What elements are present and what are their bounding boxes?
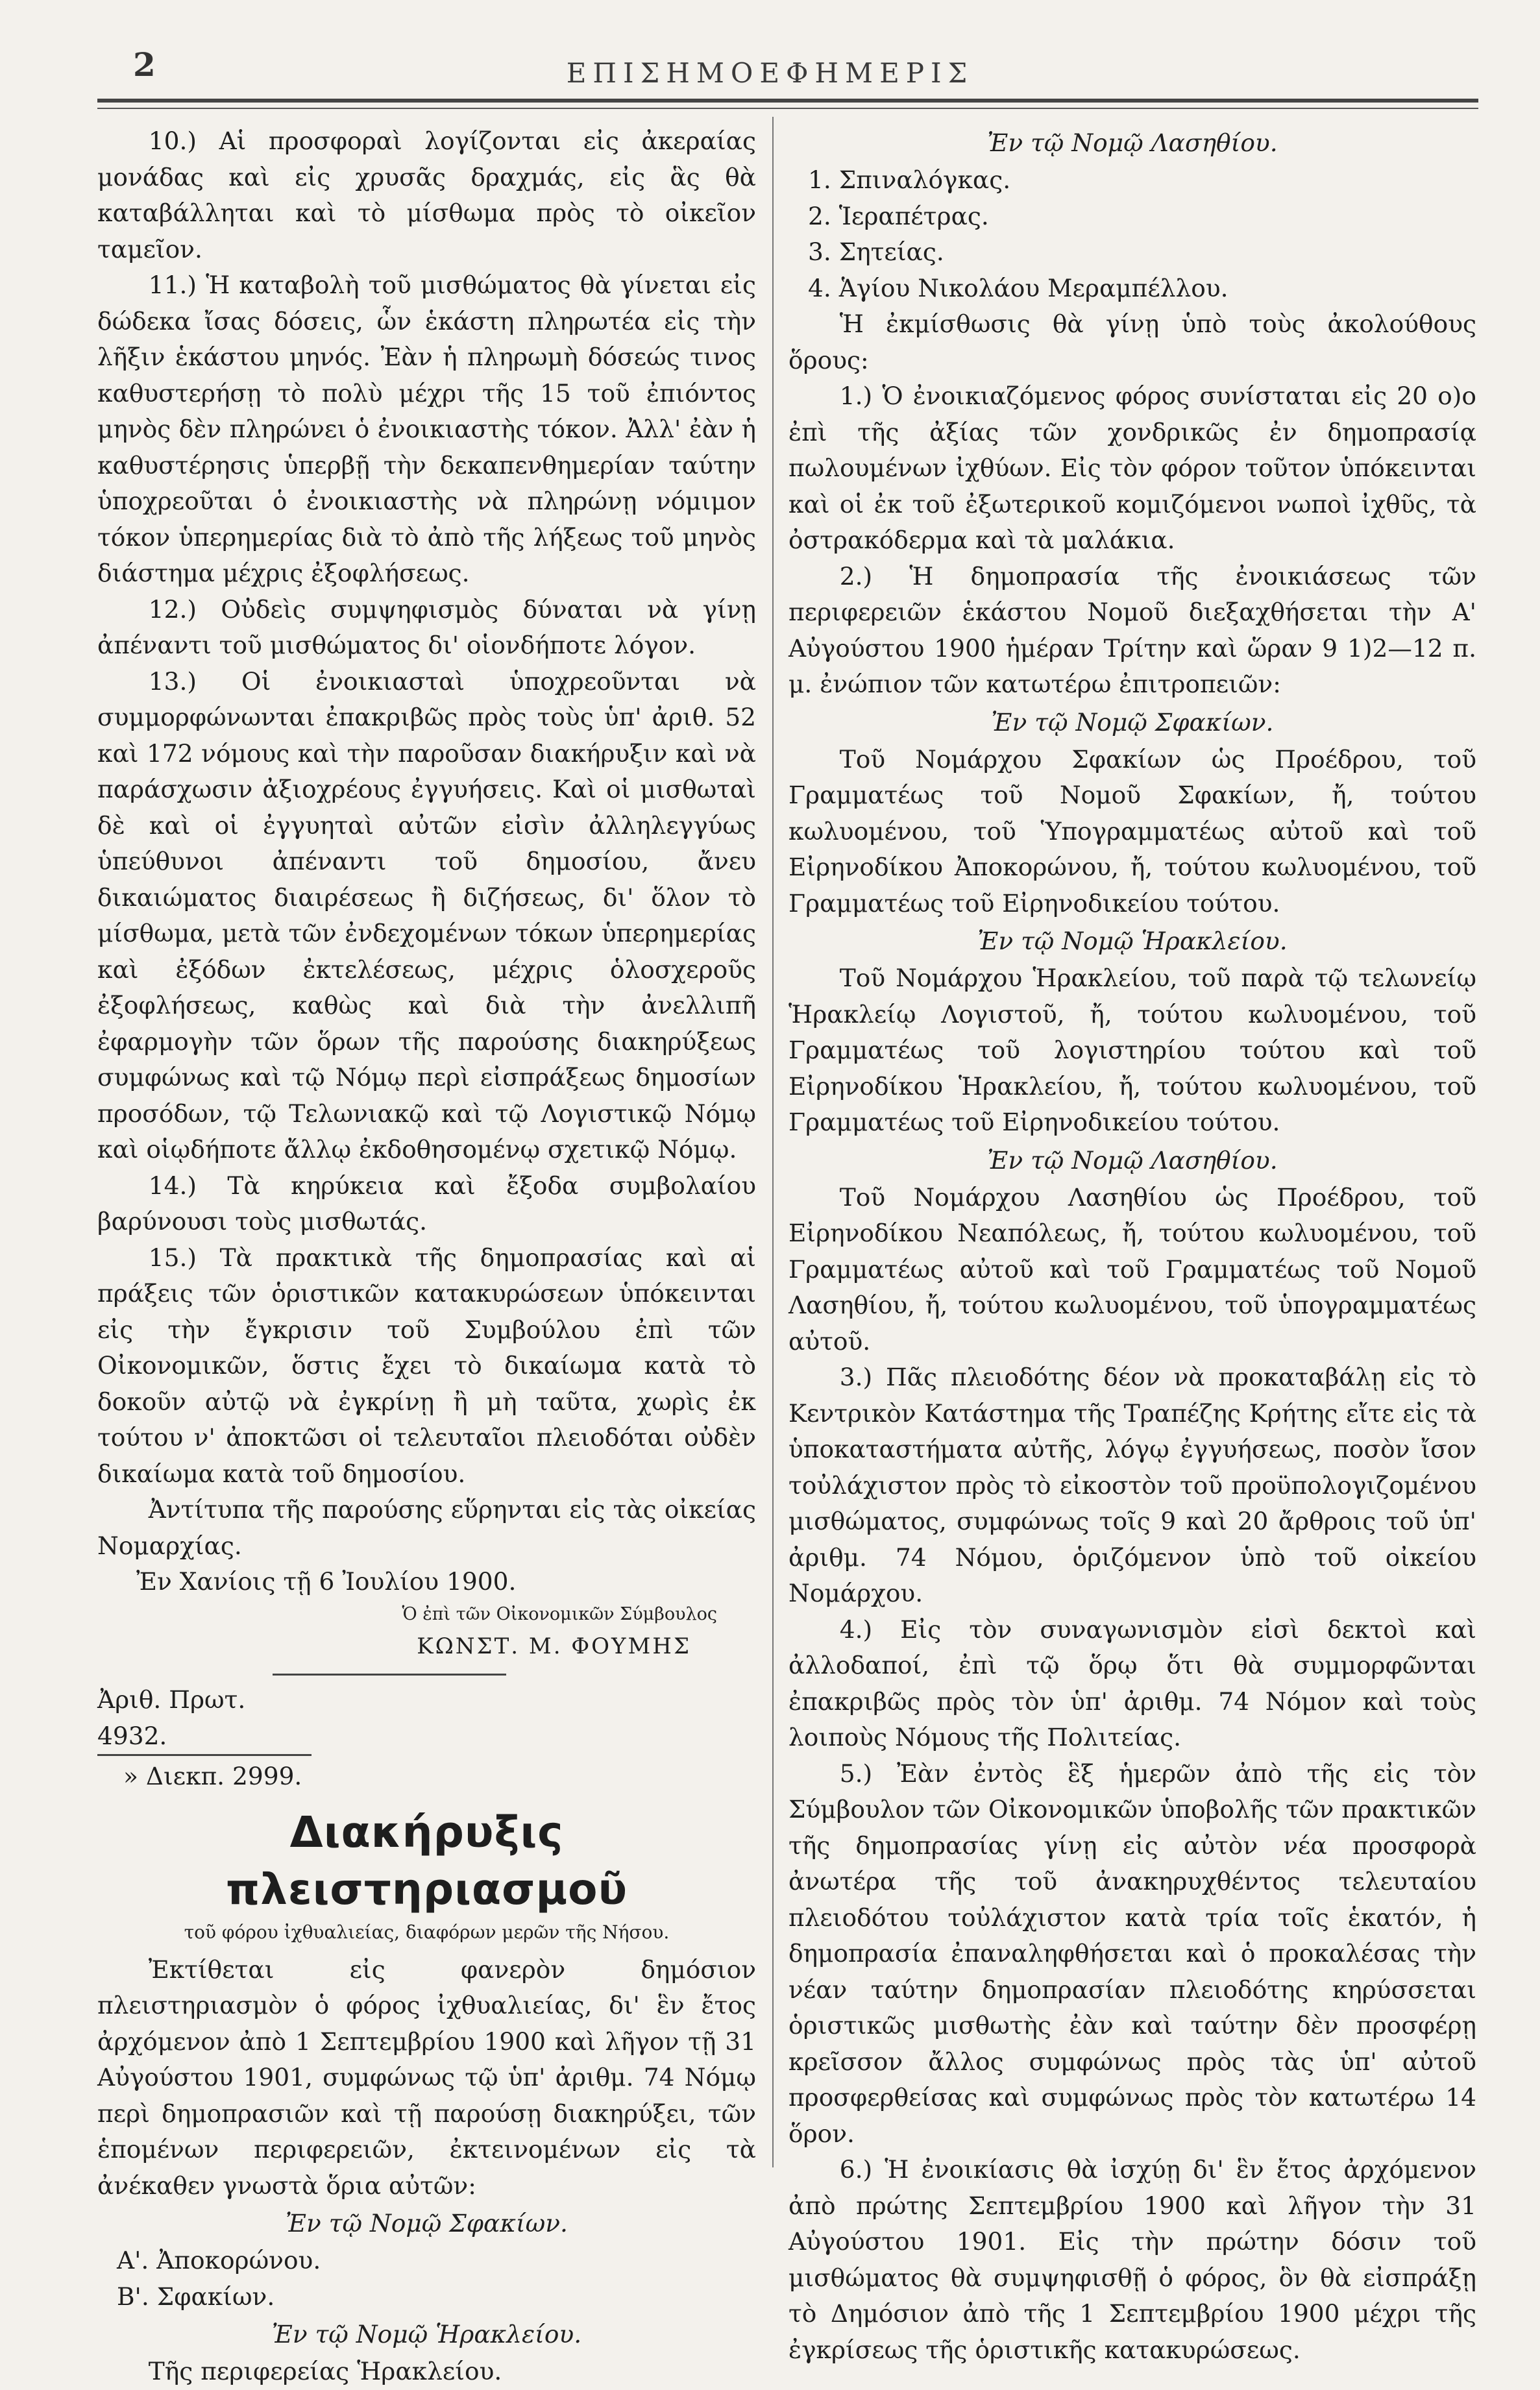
heading-nomos-irakleiou: Ἐν τῷ Νομῷ Ἡρακλείου. — [271, 2320, 582, 2348]
paragraph-14: 14.) Τὰ κηρύκεια καὶ ἔξοδα συμβολαίου βαρύνουσι τοὺς μισθωτάς. — [97, 1171, 756, 1236]
term-2: 2.) Ἡ δημοπρασία τῆς ἐνοικιάσεως τῶν περιφερειῶν ἑκάστου Νομοῦ διεξαχθήσεται τὴν Α' Αὐγούστου 1900 ἡμέραν Τρίτην καὶ ὥραν 9 1)2—12 π. μ. ἐνώπιον τῶν κατωτέρω ἐπιτροπειῶν: — [788, 561, 1476, 698]
left-column — [97, 123, 756, 2385]
heading-nomos-lasithiou: Ἐν τῷ Νομῷ Λασηθίου. — [987, 128, 1278, 157]
committee-lasithiou: Τοῦ Νομάρχου Λασηθίου ὡς Προέδρου, τοῦ Εἰρηνοδίκου Νεαπόλεως, ἤ, τούτου κωλυομένου, τοῦ Γραμματέως αὐτοῦ καὶ τοῦ Γραμματέως τοῦ Νομοῦ Λασηθίου, ἤ, τούτου κωλυομένου, τοῦ ὑπογραμματέως αὐτοῦ. — [788, 1182, 1476, 1356]
heading-committee-irakleiou: Ἐν τῷ Νομῷ Ἡρακλείου. — [977, 927, 1288, 955]
list-item: 2. Ἱεραπέτρας. — [808, 201, 989, 230]
list-item: 1. Σπιναλόγκας. — [808, 165, 1011, 194]
paragraph-12: 12.) Οὐδεὶς συμψηφισμὸς δύναται νὰ γίνῃ ἀπέναντι τοῦ μισθώματος δι' οἱονδήποτε λόγον. — [97, 594, 756, 659]
heading-committee-sfakion: Ἐν τῷ Νομῷ Σφακίων. — [991, 707, 1274, 737]
paragraph-13: 13.) Οἱ ἐνοικιασταὶ ὑποχρεοῦνται νὰ συμμορφώνωνται ἐπακριβῶς πρὸς τοὺς ὑπ' ἀριθ. 52 καὶ 172 νόμους καὶ τὴν παροῦσαν διακήρυξιν καὶ νὰ παράσχωσιν ἀξιοχρέους ἐγγυήσεις. Καὶ οἱ μισθωταὶ δὲ καὶ οἱ ἐγγυηταὶ αὐτῶν εἰσὶν ἀλληλεγγύως ὑπεύθυνοι ἀπέναντι τοῦ δημοσίου, ἄνευ δικαιώματος διαιρέσεως ἢ διζήσεως, δι' ὅλον τὸ μίσθωμα, μετὰ τῶν ἐνδεχομένων τόκων ὑπερημερίας καὶ ἐξόδων ἐκτελέσεως, μέχρις ὁλοσχεροῦς ἐξοφλήσεως, καθὼς καὶ διὰ τὴν ἀνελλιπῆ ἐφαρμογὴν τῶν ὅρων τῆς παρούσης διακηρύξεως συμφώνως καὶ τῷ Νόμῳ περὶ εἰσπράξεως δημοσίων προσόδων, τῷ Τελωνιακῷ καὶ τῷ Λογιστικῷ Νόμῳ καὶ οἱῳδήποτε ἄλλῳ ἐκδοθησομένῳ σχετικῷ Νόμῳ. — [97, 666, 756, 1164]
list-item: 3. Σητείας. — [808, 238, 944, 266]
header-rule — [97, 99, 1478, 109]
committee-sfakion: Τοῦ Νομάρχου Σφακίων ὡς Προέδρου, τοῦ Γραμματέως τοῦ Νομοῦ Σφακίων, ἤ, τούτου κωλυομένου, τοῦ Ὑπογραμματέως αὐτοῦ καὶ τοῦ Εἰρηνοδίκου Ἀποκορώνου, ἤ, τούτου κωλυομένου, τοῦ Γραμματέως τοῦ Εἰρηνοδικείου τούτου. — [788, 744, 1476, 918]
announcement-intro: Ἐκτίθεται εἰς φανερὸν δημόσιον πλειστηριασμὸν ὁ φόρος ἰχθυαλιείας, δι' ἓν ἔτος ἀρχόμενον ἀπὸ 1 Σεπτεμβρίου 1900 καὶ λῆγον τῇ 31 Αὐγούστου 1901, συμφώνως τῷ ὑπ' ἀριθμ. 74 Νόμῳ περὶ δημοπρασιῶν καὶ τῇ παρούσῃ διακηρύξει, τῶν ἑπομένων περιφερειῶν, ἐκτεινομένων εἰς τὰ ἀνέκαθεν γνωστὰ ὅρια αὐτῶν: — [97, 1955, 756, 2200]
term-5: 5.) Ἐὰν ἐντὸς ἓξ ἡμερῶν ἀπὸ τῆς εἰς τὸν Σύμβουλον τῶν Οἰκονομικῶν ὑποβολῆς τῶν πρακτικῶν τῆς δημοπρασίας γίνῃ εἰς αὐτὸν νέα προσφορὰ ἀνωτέρα τῆς τοῦ ἀνακηρυχθέντος τελευταίου πλειοδότου τοὐλάχιστον κατὰ τρία τοῖς ἑκατόν, ἡ δημοπρασία ἐπαναληφθήσεται καὶ ὁ προκαλέσας τὴν νέαν ταύτην δημοπρασίαν πλειοδότης κηρύσσεται ὁριστικῶς μισθωτὴς ἐὰν καὶ ταύτην δὲν προσφέρῃ κρεῖσσον ἄλλος συμφώνως πρὸς τὰς ὑπ' αὐτοῦ προσφερθείσας καὶ συμφώνως πρὸς τὸν κατωτέρω 14 ὅρον. — [788, 1759, 1476, 2148]
signature-name: ΚΩΝΣΤ. Μ. ΦΟΥΜΗΣ — [417, 1633, 691, 1659]
signature-title: Ὁ ἐπὶ τῶν Οἰκονομικῶν Σύμβουλος — [402, 1603, 717, 1624]
region-irakleiou: Τῆς περιφερείας Ἡρακλείου. — [148, 2357, 502, 2385]
paragraph-11: 11.) Ἡ καταβολὴ τοῦ μισθώματος θὰ γίνεται εἰς δώδεκα ἴσας δόσεις, ὧν ἑκάστη πληρωτέα εἰς τὴν λῆξιν ἑκάστου μηνός. Ἐὰν ἡ πληρωμὴ δόσεώς τινος καθυστερήσῃ τὸ πολὺ μέχρι τῆς 15 τοῦ ἐπιόντος μηνὸς δὲν πληρώνει ὁ ἐνοικιαστὴς τόκον. Ἀλλ' ἐὰν ἡ καθυστέρησις ὑπερβῇ τὴν δεκαπενθημερίαν ταύτην ὑποχρεοῦται ὁ ἐνοικιαστὴς νὰ πληρώνῃ νόμιμον τόκον ὑπερημερίας διὰ τὸ ἀπὸ τῆς λήξεως τοῦ μηνὸς διάστημα μέχρις ἐξοφλήσεως. — [97, 271, 756, 587]
term-3: 3.) Πᾶς πλειοδότης δέον νὰ προκαταβάλῃ εἰς τὸ Κεντρικὸν Κατάστημα τῆς Τραπέζης Κρήτης εἴτε εἰς τὰ ὑποκαταστήματα αὐτῆς, λόγῳ ἐγγυήσεως, ποσὸν ἴσον τοὐλάχιστον πρὸς τὸ εἰκοστὸν τοῦ προϋπολογιζομένου μισθώματος, συμφώνως τοῖς 9 καὶ 20 ἄρθροις τοῦ ὑπ' ἀριθμ. 74 Νόμου, ὁριζόμενον ὑπὸ τοῦ οἰκείου Νομάρχου. — [788, 1363, 1476, 1607]
heading-nomos-sfakion: Ἐν τῷ Νομῷ Σφακίων. — [286, 2209, 568, 2238]
list-item: 4. Ἁγίου Νικολάου Μεραμπέλλου. — [808, 273, 1228, 302]
paragraph-15: 15.) Τὰ πρακτικὰ τῆς δημοπρασίας καὶ αἱ πράξεις τῶν ὁριστικῶν κατακυρώσεων ὑπόκεινται εἰς τὴν ἔγκρισιν τοῦ Συμβούλου ἐπὶ τῶν Οἰκονομικῶν, ὅστις ἔχει τὸ δικαίωμα κατὰ τὸ δοκοῦν αὐτῷ νὰ ἐγκρίνῃ ἢ μὴ ταῦτα, χωρὶς ἐκ τούτου ν' ἀποκτῶσι οἱ τελευταῖοι πλειοδόται οὐδὲν δικαίωμα κατὰ τοῦ δημοσίου. — [97, 1243, 756, 1488]
protocol-number: Ἀριθ. Πρωτ. 4932. — [97, 1682, 312, 1756]
term-4: 4.) Εἰς τὸν συναγωνισμὸν εἰσὶ δεκτοὶ καὶ ἀλλοδαποί, ἐπὶ τῷ ὅρῳ ὅτι θὰ συμμορφῶνται ἐπακριβῶς πρὸς τὸν ὑπ' ἀριθμ. 74 Νόμον καὶ τοὺς λοιποὺς Νόμους τῆς Πολιτείας. — [788, 1615, 1476, 1751]
announcement-subtitle: τοῦ φόρου ἰχθυαλιείας, διαφόρων μερῶν τῆς Νήσου. — [184, 1921, 670, 1943]
announcement-title: Διακήρυξις πλειστηριασμοῦ — [225, 1807, 628, 1914]
right-column — [788, 123, 1476, 2364]
region-item-a: Α'. Ἀποκορώνου. — [117, 2246, 321, 2274]
paragraph-10: 10.) Αἱ προσφοραὶ λογίζονται εἰς ἀκεραίας μονάδας καὶ εἰς χρυσᾶς δραχμάς, εἰς ἃς θὰ καταβάλληται καὶ τὸ μίσθωμα πρὸς τὸ οἰκεῖον ταμεῖον. — [97, 127, 756, 263]
date-line: Ἐν Χανίοις τῇ 6 Ἰουλίου 1900. — [136, 1567, 517, 1596]
term-1: 1.) Ὁ ἐνοικιαζόμενος φόρος συνίσταται εἰς 20 ο)ο ἐπὶ τῆς ἀξίας τῶν χονδρικῶς ἐν δημοπρασίᾳ πωλουμένων ἰχθύων. Εἰς τὸν φόρον τοῦτον ὑπόκεινται καὶ οἱ ἐκ τοῦ ἐξωτερικοῦ κομιζόμενοι νωποὶ ἰχθῦς, τὰ ὀστρακόδερμα καὶ τὰ μαλάκια. — [788, 382, 1476, 554]
page-header-title: ΕΠΙΣΗΜΟΕΦΗΜΕΡΙΣ — [566, 57, 974, 89]
region-item-b: Β'. Σφακίων. — [117, 2282, 275, 2311]
lease-terms-intro: Ἡ ἐκμίσθωσις θὰ γίνῃ ὑπὸ τοὺς ἀκολούθους ὅρους: — [788, 310, 1476, 374]
column-divider — [772, 117, 774, 2167]
page-number: 2 — [133, 45, 156, 84]
term-6: 6.) Ἡ ἐνοικίασις θὰ ἰσχύῃ δι' ἓν ἔτος ἀρχόμενον ἀπὸ πρώτης Σεπτεμβρίου 1900 καὶ λῆγον τὴν 31 Αὐγούστου 1901. Εἰς τὴν πρώτην δόσιν τοῦ μισθώματος θὰ συμψηφισθῇ ὁ φόρος, ὃν θὰ εἰσπράξῃ τὸ Δημόσιον ἀπὸ τῆς 1 Σεπτεμβρίου 1900 μέχρι τῆς ἐγκρίσεως τῆς ὁριστικῆς κατακυρώσεως. — [788, 2155, 1476, 2364]
heading-committee-lasithiou: Ἐν τῷ Νομῷ Λασηθίου. — [987, 1145, 1278, 1175]
copies-note: Ἀντίτυπα τῆς παρούσης εὕρηνται εἰς τὰς οἰκείας Νομαρχίας. — [97, 1495, 756, 1560]
dispatch-number: » Διεκπ. 2999. — [123, 1762, 302, 1790]
section-rule — [273, 1674, 506, 1676]
committee-irakleiou: Τοῦ Νομάρχου Ἡρακλείου, τοῦ παρὰ τῷ τελωνείῳ Ἡρακλείῳ Λογιστοῦ, ἤ, τούτου κωλυομένου, τοῦ Γραμματέως τοῦ λογιστηρίου τούτου καὶ τοῦ Εἰρηνοδίκου Ἡρακλείου, ἤ, τούτου κωλυομένου, τοῦ Γραμματέως τοῦ Εἰρηνοδικείου τούτου. — [788, 964, 1476, 1136]
